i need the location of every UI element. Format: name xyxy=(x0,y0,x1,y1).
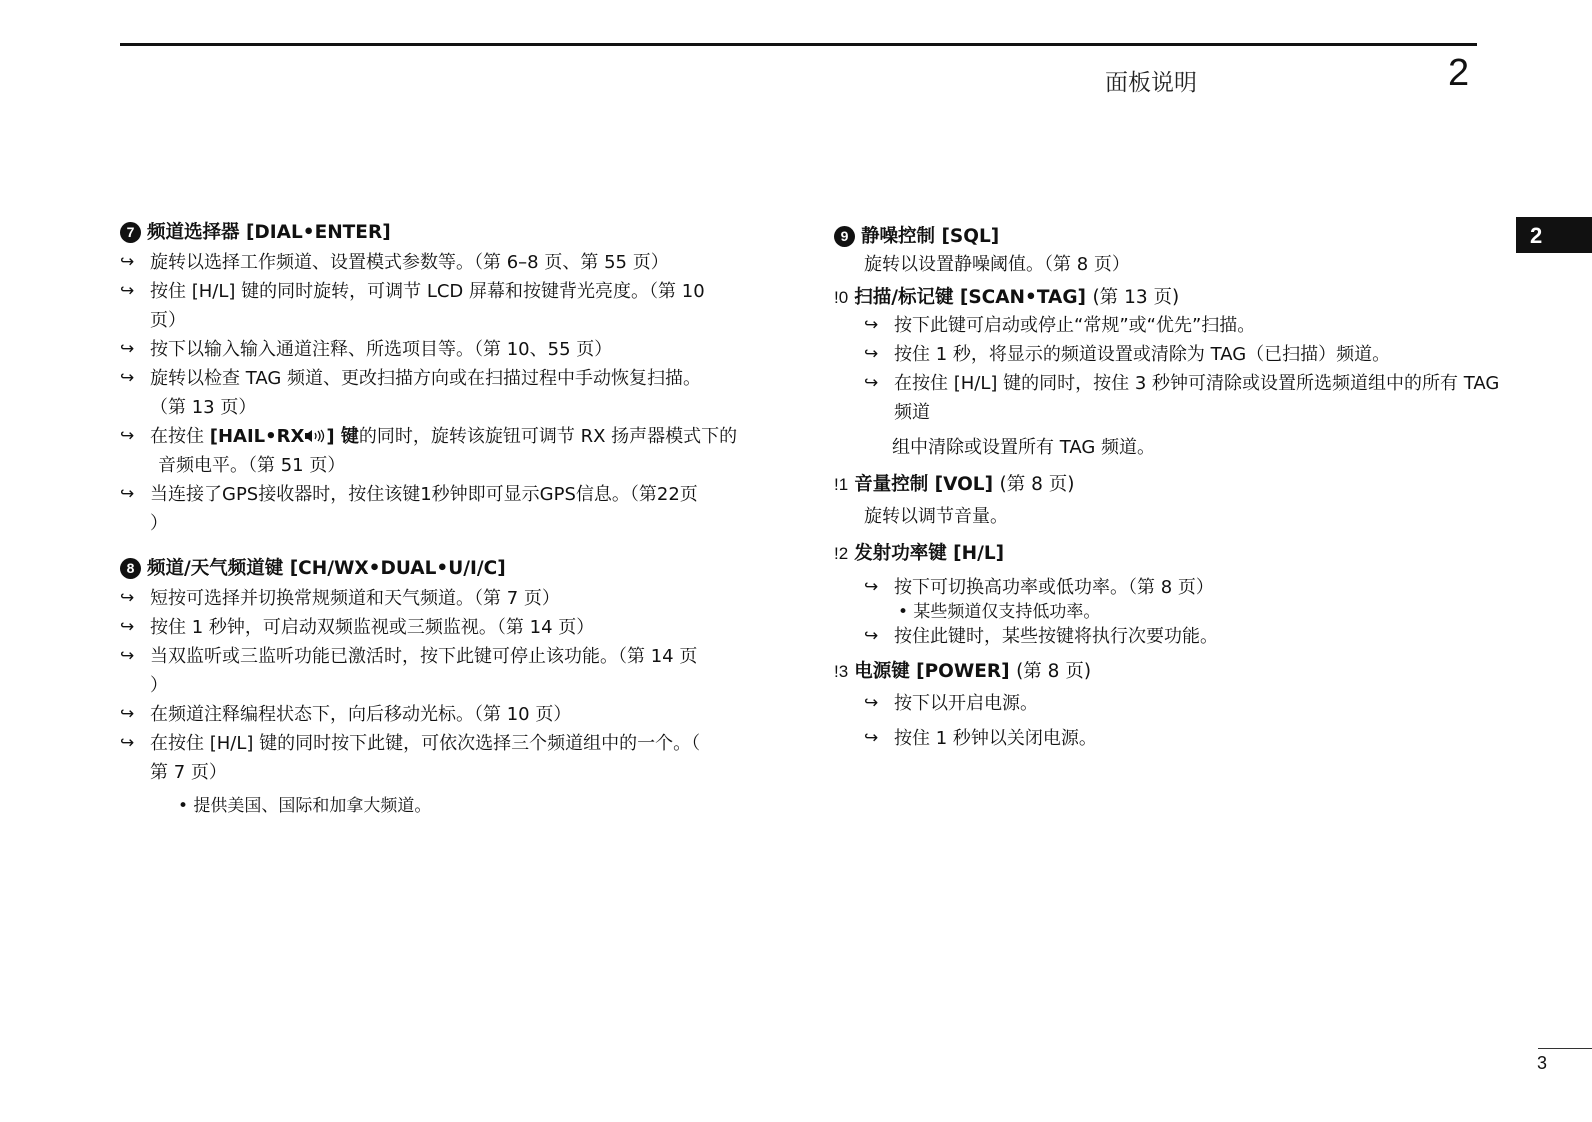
section-heading xyxy=(120,556,800,582)
arrow-icon: ↪ xyxy=(864,315,879,335)
section-text: 旋转以设置静噪阈值。（第 8 页） xyxy=(864,254,1130,275)
section-heading xyxy=(834,472,1524,498)
list-item: ↪ 当连接了GPS接收器时，按住该键1秒钟即可显示GPS信息。（第22页 ） xyxy=(120,480,800,538)
left-column xyxy=(120,220,800,819)
heading-text: 电源键 [POWER] xyxy=(854,661,1010,682)
section-9 xyxy=(834,224,1524,279)
page-ref: (第 8 页) xyxy=(999,474,1075,495)
footer-rule xyxy=(1538,1048,1592,1049)
arrow-icon: ↪ xyxy=(864,577,879,597)
list-item: ↪ 在按住 [H/L] 键的同时，按住 3 秒钟可清除或设置所选频道组中的所有 TAG 频道 xyxy=(864,369,1524,427)
section-number: !2 xyxy=(834,544,849,563)
heading-text: 扫描/标记键 [SCAN•TAG] xyxy=(854,287,1087,308)
arrow-icon: ↪ xyxy=(864,373,879,393)
list-item: ↪ 按下此键可启动或停止“常规”或“优先”扫描。 xyxy=(864,311,1524,340)
list-item: ↪ 按住此键时，某些按键将执行次要功能。 xyxy=(864,622,1524,651)
header-rule xyxy=(120,43,1477,46)
arrow-icon: ↪ xyxy=(120,704,135,724)
page-title: 面板说明 xyxy=(1105,70,1197,96)
arrow-icon: ↪ xyxy=(864,344,879,364)
heading-text: 静噪控制 [SQL] xyxy=(861,226,1000,247)
speaker-icon xyxy=(304,429,326,443)
section-11 xyxy=(834,472,1524,531)
section-heading xyxy=(834,285,1524,311)
section-heading xyxy=(834,224,1524,250)
right-column xyxy=(834,224,1524,753)
note-bullet: • 提供美国、国际和加拿大频道。 xyxy=(178,796,432,816)
continuation-text: 组中清除或设置所有 TAG 频道。 xyxy=(892,437,1155,458)
arrow-icon: ↪ xyxy=(864,693,879,713)
section-10 xyxy=(834,285,1524,462)
arrow-icon: ↪ xyxy=(120,588,135,608)
list-item: ↪ 按下以输入输入通道注释、所选项目等。（第 10、55 页） xyxy=(120,335,800,364)
heading-text: 频道选择器 [DIAL•ENTER] xyxy=(147,222,391,243)
list-item: ↪ 按下以开启电源。 xyxy=(864,689,1524,718)
list-item-hail: ↪ 在按住 [HAIL•RX ] 键的同时，旋转该旋钮可调节 RX 扬声器模式下的 音频电平。（第 51 页） xyxy=(120,422,800,480)
section-heading xyxy=(834,541,1524,567)
heading-text: 发射功率键 [H/L] xyxy=(854,543,1005,564)
arrow-icon: ↪ xyxy=(120,426,135,446)
arrow-icon: ↪ xyxy=(120,252,135,272)
arrow-icon: ↪ xyxy=(120,368,135,388)
number-badge: 8 xyxy=(120,558,141,579)
chapter-number: 2 xyxy=(1448,52,1470,94)
arrow-icon: ↪ xyxy=(864,728,879,748)
section-number: !1 xyxy=(834,475,849,494)
arrow-icon: ↪ xyxy=(120,733,135,753)
list-item: ↪ 按住 1 秒，将显示的频道设置或清除为 TAG（已扫描）频道。 xyxy=(864,340,1524,369)
page-ref: (第 8 页) xyxy=(1016,661,1092,682)
list-item: ↪ 旋转以选择工作频道、设置模式参数等。（第 6–8 页、第 55 页） xyxy=(120,248,800,277)
arrow-icon: ↪ xyxy=(120,646,135,666)
number-badge: 7 xyxy=(120,222,141,243)
section-text: 旋转以调节音量。 xyxy=(864,506,1008,527)
chapter-tab: 2 xyxy=(1516,217,1592,253)
section-number: !3 xyxy=(834,662,849,681)
list-item: ↪ 按住 1 秒钟，可启动双频监视或三频监视。（第 14 页） xyxy=(120,613,800,642)
note-bullet: • 某些频道仅支持低功率。 xyxy=(898,602,1101,622)
list-item: ↪ 短按可选择并切换常规频道和天气频道。（第 7 页） xyxy=(120,584,800,613)
section-heading xyxy=(834,659,1524,685)
list-item: ↪ 按住 1 秒钟以关闭电源。 xyxy=(864,724,1524,753)
section-13 xyxy=(834,659,1524,753)
arrow-icon: ↪ xyxy=(120,281,135,301)
arrow-icon: ↪ xyxy=(120,484,135,504)
arrow-icon: ↪ xyxy=(864,626,879,646)
arrow-icon: ↪ xyxy=(120,339,135,359)
list-item: ↪ 在按住 [H/L] 键的同时按下此键，可依次选择三个频道组中的一个。（ 第 7 页） xyxy=(120,729,800,787)
arrow-icon: ↪ xyxy=(120,617,135,637)
list-item: ↪ 旋转以检查 TAG 频道、更改扫描方向或在扫描过程中手动恢复扫描。 （第 13 页） xyxy=(120,364,800,422)
list-item: ↪ 按下可切换高功率或低功率。（第 8 页） xyxy=(864,573,1524,602)
section-12 xyxy=(834,541,1524,651)
section-8 xyxy=(120,556,800,819)
page-ref: (第 13 页) xyxy=(1092,287,1180,308)
heading-text: 音量控制 [VOL] xyxy=(854,474,994,495)
heading-text: 频道/天气频道键 [CH/WX•DUAL•U/I/C] xyxy=(147,558,506,579)
list-item: ↪ 当双监听或三监听功能已激活时，按下此键可停止该功能。（第 14 页 ） xyxy=(120,642,800,700)
section-7 xyxy=(120,220,800,538)
number-badge: 9 xyxy=(834,226,855,247)
page-number: 3 xyxy=(1537,1053,1548,1073)
list-item: ↪ 按住 [H/L] 键的同时旋转，可调节 LCD 屏幕和按键背光亮度。（第 10 页） xyxy=(120,277,800,335)
section-number: !0 xyxy=(834,288,849,307)
section-heading xyxy=(120,220,800,246)
list-item: ↪ 在频道注释编程状态下，向后移动光标。（第 10 页） xyxy=(120,700,800,729)
